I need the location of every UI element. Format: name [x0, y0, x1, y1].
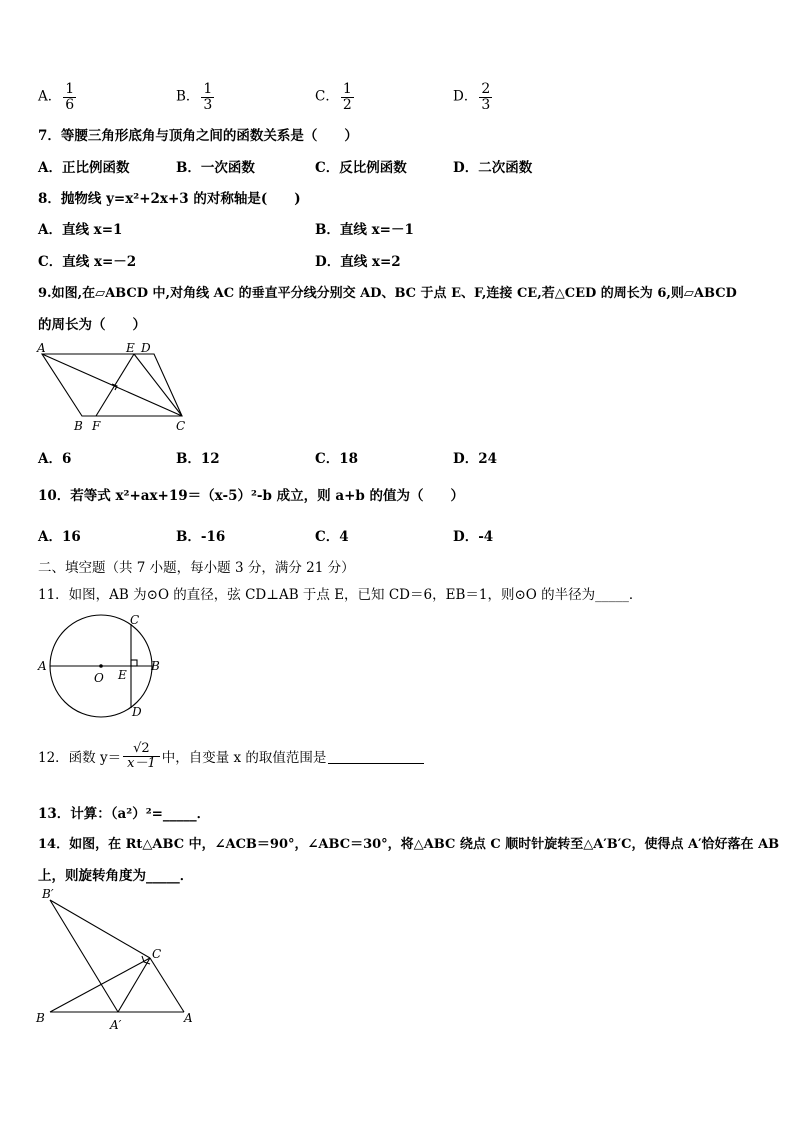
segment-bprime-aprime: [50, 900, 118, 1012]
q10-option-c[interactable]: C．4: [315, 529, 349, 545]
q9-option-c[interactable]: C．18: [315, 451, 359, 467]
q7-stem: 7．等腰三角形底角与顶角之间的函数关系是（ ）: [38, 128, 358, 144]
q6-option-d-fraction: $\frac{2}{3}$: [481, 81, 491, 113]
label-d: D: [132, 705, 142, 719]
q6-option-b-fraction: $\frac{1}{3}$: [203, 81, 213, 113]
q6-option-a[interactable]: A． $\frac{1}{6}$: [38, 81, 75, 113]
label-a: A: [184, 1011, 193, 1025]
q8-stem: 8．抛物线 y=x²+2x+3 的对称轴是( ): [38, 191, 301, 207]
diagonal-ac: [42, 354, 182, 416]
q10-stem: 10．若等式 x²+ax+19＝（x-5）²-b 成立，则 a+b 的值为（ ）: [38, 488, 465, 504]
center-dot: [99, 664, 103, 668]
label-c: C: [176, 419, 186, 433]
label-b: B: [151, 659, 160, 673]
q9-option-b[interactable]: B．12: [176, 451, 220, 467]
q8-option-c[interactable]: C．直线 x=－2: [38, 254, 137, 270]
q8-option-a[interactable]: A．直线 x=1: [38, 222, 123, 238]
label-c: C: [130, 613, 140, 627]
q9-stem-line1: 9.如图,在▱ABCD 中,对角线 AC 的垂直平分线分别交 AD、BC 于点 E、F,连接 CE,若△CED 的周长为 6,则▱ABCD: [38, 286, 737, 301]
q7-option-b[interactable]: B．一次函数: [176, 160, 255, 176]
q9-parallelogram-figure: [34, 338, 194, 434]
q12-stem: 12．函数 y＝ $\frac{√2}{x-1}$ 中，自变量 x 的取值范围是: [38, 742, 424, 770]
q10-option-d[interactable]: D．-4: [453, 529, 494, 545]
label-aprime: A′: [110, 1018, 122, 1032]
q6-option-c-fraction: $\frac{1}{2}$: [342, 81, 352, 113]
q12-fraction: $\frac{√2}{x-1}$: [123, 742, 160, 770]
label-c: C: [152, 947, 162, 961]
q10-option-a[interactable]: A．16: [38, 529, 81, 545]
q8-option-d[interactable]: D．直线 x=2: [315, 254, 401, 270]
segment-bprime-c: [50, 900, 150, 958]
label-a: A: [38, 659, 47, 673]
q11-circle-figure: [34, 612, 164, 722]
label-e: E: [118, 668, 127, 682]
segment-bc: [50, 958, 150, 1012]
q8-option-b[interactable]: B．直线 x=－1: [315, 222, 414, 238]
right-angle-mark: [131, 660, 137, 666]
q9-stem-line2: 的周长为（ ）: [38, 317, 146, 333]
q6-option-c[interactable]: C． $\frac{1}{2}$: [315, 81, 352, 113]
label-o: O: [94, 671, 104, 685]
q12-answer-blank[interactable]: [328, 749, 424, 764]
q6-option-b[interactable]: B． $\frac{1}{3}$: [176, 81, 213, 113]
section-title-fill-in: 二、填空题（共 7 小题，每小题 3 分，满分 21 分）: [38, 560, 355, 576]
label-f: F: [92, 419, 101, 433]
segment-ca: [150, 958, 184, 1012]
q14-stem-line2: 上，则旋转角度为_____．: [38, 868, 194, 884]
label-e: E: [126, 341, 135, 355]
q10-option-b[interactable]: B．-16: [176, 529, 226, 545]
q14-stem-line1: 14．如图，在 Rt△ABC 中，∠ACB＝90°，∠ABC＝30°，将△ABC 绕点 C 顺时针旋转至△A′B′C，使得点 A′恰好落在 AB: [38, 837, 780, 852]
q13-stem: 13．计算：（a²）²=_____．: [38, 806, 211, 822]
q6-option-a-fraction: $\frac{1}{6}$: [65, 81, 75, 113]
label-a: A: [37, 341, 46, 355]
q7-option-c[interactable]: C．反比例函数: [315, 160, 407, 176]
q14-rotation-figure: [34, 886, 204, 1034]
label-b: B: [74, 419, 83, 433]
label-bprime: B′: [42, 887, 54, 901]
q9-option-d[interactable]: D．24: [453, 451, 497, 467]
q7-option-d[interactable]: D．二次函数: [453, 160, 533, 176]
q11-stem: 11．如图，AB 为⊙O 的直径，弦 CD⊥AB 于点 E，已知 CD＝6，EB＝1，则⊙O 的半径为_____．: [38, 587, 643, 603]
label-b: B: [36, 1011, 45, 1025]
label-d: D: [141, 341, 151, 355]
q6-option-d[interactable]: D． $\frac{2}{3}$: [453, 81, 491, 113]
q7-option-a[interactable]: A．正比例函数: [38, 160, 130, 176]
q9-option-a[interactable]: A．6: [38, 451, 72, 467]
